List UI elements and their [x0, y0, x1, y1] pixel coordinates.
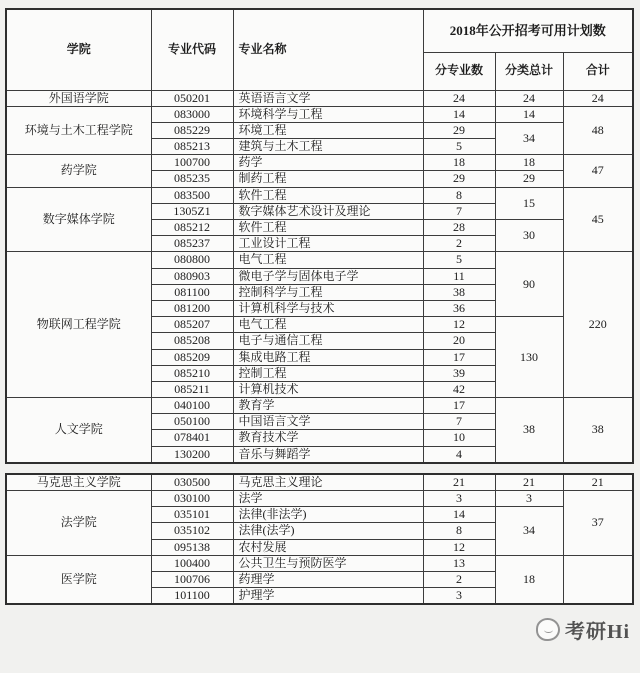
major-code-cell: 050100	[151, 414, 233, 430]
total-cell	[563, 555, 633, 604]
per-major-count-cell: 14	[423, 106, 495, 122]
major-name-cell: 药理学	[233, 571, 423, 587]
major-name-cell: 音乐与舞蹈学	[233, 446, 423, 463]
major-code-cell: 081200	[151, 300, 233, 316]
major-name-cell: 建筑与土木工程	[233, 139, 423, 155]
major-code-cell: 085229	[151, 122, 233, 138]
per-major-count-cell: 7	[423, 414, 495, 430]
major-name-cell: 微电子学与固体电子学	[233, 268, 423, 284]
major-name-cell: 马克思主义理论	[233, 474, 423, 491]
major-name-cell: 法律(非法学)	[233, 507, 423, 523]
per-major-count-cell: 38	[423, 284, 495, 300]
major-code-cell: 081100	[151, 284, 233, 300]
major-code-cell: 085212	[151, 220, 233, 236]
per-major-count-cell: 18	[423, 155, 495, 171]
major-code-cell: 130200	[151, 446, 233, 463]
per-major-count-cell: 17	[423, 398, 495, 414]
major-code-cell: 085207	[151, 317, 233, 333]
major-code-cell: 085235	[151, 171, 233, 187]
per-major-count-cell: 5	[423, 252, 495, 268]
major-code-cell: 085211	[151, 381, 233, 397]
total-cell: 38	[563, 398, 633, 463]
major-code-cell: 080800	[151, 252, 233, 268]
major-code-cell: 100706	[151, 571, 233, 587]
major-name-cell: 控制科学与工程	[233, 284, 423, 300]
major-name-cell: 中国语言文学	[233, 414, 423, 430]
total-cell: 21	[563, 474, 633, 491]
total-cell: 37	[563, 491, 633, 556]
major-name-cell: 工业设计工程	[233, 236, 423, 252]
major-code-cell: 085208	[151, 333, 233, 349]
header-grand-total: 合计	[563, 52, 633, 90]
major-code-cell: 085210	[151, 365, 233, 381]
per-major-count-cell: 29	[423, 122, 495, 138]
header-major-code: 专业代码	[151, 9, 233, 90]
table-header	[6, 9, 633, 90]
category-total-cell: 3	[495, 491, 563, 507]
per-major-count-cell: 20	[423, 333, 495, 349]
college-cell: 马克思主义学院	[6, 474, 151, 491]
header-category-total: 分类总计	[495, 52, 563, 90]
table-row	[6, 90, 633, 106]
category-total-cell: 21	[495, 474, 563, 491]
major-name-cell: 环境工程	[233, 122, 423, 138]
major-code-cell: 1305Z1	[151, 203, 233, 219]
major-code-cell: 080903	[151, 268, 233, 284]
table-body	[6, 90, 633, 463]
major-code-cell: 083000	[151, 106, 233, 122]
per-major-count-cell: 21	[423, 474, 495, 491]
major-code-cell: 085213	[151, 139, 233, 155]
table-row	[6, 555, 633, 571]
per-major-count-cell: 12	[423, 317, 495, 333]
major-name-cell: 法律(法学)	[233, 523, 423, 539]
table-row	[6, 106, 633, 122]
category-total-cell: 14	[495, 106, 563, 122]
major-code-cell: 040100	[151, 398, 233, 414]
category-total-cell: 34	[495, 507, 563, 556]
category-total-cell: 30	[495, 220, 563, 252]
category-total-cell: 24	[495, 90, 563, 106]
total-cell: 220	[563, 252, 633, 398]
per-major-count-cell: 42	[423, 381, 495, 397]
major-code-cell: 030500	[151, 474, 233, 491]
table-body	[6, 474, 633, 605]
major-code-cell: 095138	[151, 539, 233, 555]
per-major-count-cell: 8	[423, 523, 495, 539]
table-row	[6, 398, 633, 414]
per-major-count-cell: 10	[423, 430, 495, 446]
per-major-count-cell: 12	[423, 539, 495, 555]
category-total-cell: 18	[495, 555, 563, 604]
watermark-face-icon	[536, 618, 560, 641]
major-name-cell: 控制工程	[233, 365, 423, 381]
per-major-count-cell: 3	[423, 588, 495, 605]
per-major-count-cell: 39	[423, 365, 495, 381]
major-name-cell: 教育技术学	[233, 430, 423, 446]
major-name-cell: 药学	[233, 155, 423, 171]
per-major-count-cell: 28	[423, 220, 495, 236]
major-name-cell: 电气工程	[233, 252, 423, 268]
table-row	[6, 491, 633, 507]
major-name-cell: 制药工程	[233, 171, 423, 187]
header-per-major-count: 分专业数	[423, 52, 495, 90]
major-name-cell: 公共卫生与预防医学	[233, 555, 423, 571]
category-total-cell: 18	[495, 155, 563, 171]
per-major-count-cell: 36	[423, 300, 495, 316]
per-major-count-cell: 24	[423, 90, 495, 106]
per-major-count-cell: 2	[423, 571, 495, 587]
per-major-count-cell: 17	[423, 349, 495, 365]
major-name-cell: 农村发展	[233, 539, 423, 555]
enrollment-table-continued	[5, 473, 634, 606]
category-total-cell: 34	[495, 122, 563, 154]
total-cell: 47	[563, 155, 633, 187]
major-name-cell: 教育学	[233, 398, 423, 414]
watermark	[536, 615, 630, 644]
major-name-cell: 法学	[233, 491, 423, 507]
category-total-cell: 38	[495, 398, 563, 463]
college-cell: 物联网工程学院	[6, 252, 151, 398]
per-major-count-cell: 29	[423, 171, 495, 187]
total-cell: 24	[563, 90, 633, 106]
college-cell: 法学院	[6, 491, 151, 556]
category-total-cell: 130	[495, 317, 563, 398]
table-row	[6, 252, 633, 268]
major-code-cell: 035102	[151, 523, 233, 539]
college-cell: 环境与土木工程学院	[6, 106, 151, 155]
per-major-count-cell: 7	[423, 203, 495, 219]
major-name-cell: 电气工程	[233, 317, 423, 333]
major-name-cell: 护理学	[233, 588, 423, 605]
major-code-cell: 030100	[151, 491, 233, 507]
total-cell: 45	[563, 187, 633, 252]
per-major-count-cell: 11	[423, 268, 495, 284]
major-code-cell: 100700	[151, 155, 233, 171]
watermark-mouth-shape	[544, 627, 553, 633]
watermark-text: 考研Hi	[565, 621, 631, 643]
major-name-cell: 环境科学与工程	[233, 106, 423, 122]
per-major-count-cell: 8	[423, 187, 495, 203]
total-cell: 48	[563, 106, 633, 155]
college-cell: 人文学院	[6, 398, 151, 463]
category-total-cell: 29	[495, 171, 563, 187]
college-cell: 药学院	[6, 155, 151, 187]
major-code-cell: 100400	[151, 555, 233, 571]
header-plan-group-2018: 2018年公开招考可用计划数	[423, 9, 633, 52]
major-name-cell: 计算机技术	[233, 381, 423, 397]
per-major-count-cell: 5	[423, 139, 495, 155]
college-cell: 数字媒体学院	[6, 187, 151, 252]
per-major-count-cell: 2	[423, 236, 495, 252]
header-college: 学院	[6, 9, 151, 90]
header-row-top	[6, 9, 633, 52]
college-cell: 外国语学院	[6, 90, 151, 106]
major-name-cell: 英语语言文学	[233, 90, 423, 106]
table-row	[6, 474, 633, 491]
table-row	[6, 187, 633, 203]
major-name-cell: 数字媒体艺术设计及理论	[233, 203, 423, 219]
major-code-cell: 085209	[151, 349, 233, 365]
major-name-cell: 集成电路工程	[233, 349, 423, 365]
header-major-name: 专业名称	[233, 9, 423, 90]
enrollment-table-main	[5, 8, 634, 464]
major-code-cell: 085237	[151, 236, 233, 252]
per-major-count-cell: 13	[423, 555, 495, 571]
per-major-count-cell: 4	[423, 446, 495, 463]
major-code-cell: 050201	[151, 90, 233, 106]
category-total-cell: 90	[495, 252, 563, 317]
major-code-cell: 101100	[151, 588, 233, 605]
major-name-cell: 软件工程	[233, 187, 423, 203]
major-name-cell: 软件工程	[233, 220, 423, 236]
college-cell: 医学院	[6, 555, 151, 604]
major-name-cell: 电子与通信工程	[233, 333, 423, 349]
table-row	[6, 155, 633, 171]
major-name-cell: 计算机科学与技术	[233, 300, 423, 316]
per-major-count-cell: 3	[423, 491, 495, 507]
major-code-cell: 078401	[151, 430, 233, 446]
major-code-cell: 083500	[151, 187, 233, 203]
category-total-cell: 15	[495, 187, 563, 219]
per-major-count-cell: 14	[423, 507, 495, 523]
major-code-cell: 035101	[151, 507, 233, 523]
